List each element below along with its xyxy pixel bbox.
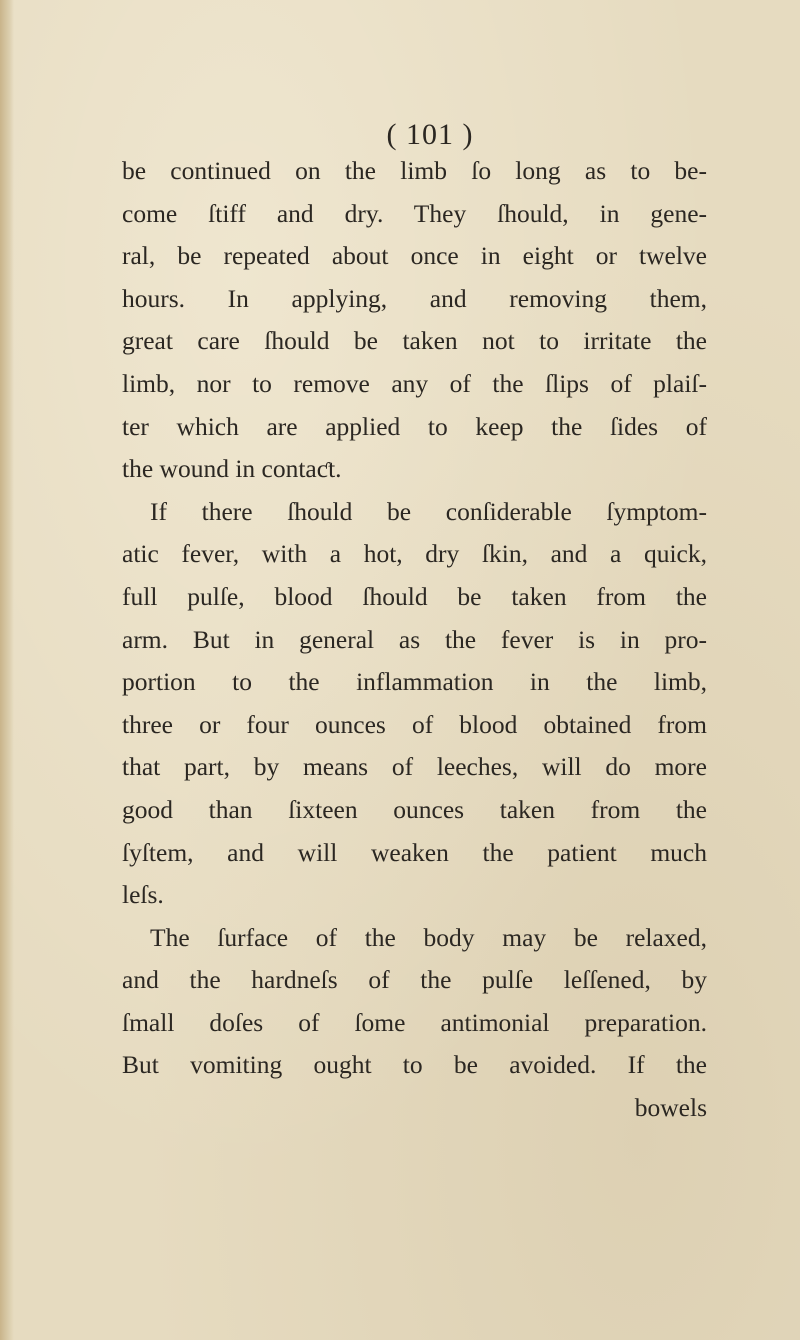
text-line: full pulſe, blood ſhould be taken from the [122, 581, 707, 611]
text-line: good than ſixteen ounces taken from the [122, 794, 707, 824]
text-line: ral, be repeated about once in eight or twelve [122, 241, 707, 271]
text-line: hours. In applying, and removing them, [122, 283, 707, 313]
text-line: come ſtiff and dry. They ſhould, in gene- [122, 198, 707, 228]
text-line: that part, by means of leeches, will do more [122, 752, 707, 782]
text-line: The ſurface of the body may be relaxed, [150, 922, 707, 952]
text-line: ſmall doſes of ſome antimonial preparation. [122, 1007, 707, 1037]
text-line: and the hardneſs of the pulſe leſſened, by [122, 965, 707, 995]
text-line: leſs. [122, 880, 164, 910]
text-line: limb, nor to remove any of the ſlips of plaiſ- [122, 368, 707, 398]
page-number [0, 118, 800, 152]
text-line: atic fever, with a hot, dry ſkin, and a quick, [122, 539, 707, 569]
text-line: the wound in contaƈt. [122, 454, 342, 484]
text-line: three or four ounces of blood obtained from [122, 709, 707, 739]
text-line: ter which are applied to keep the ſides of [122, 411, 707, 441]
text-line: ſyſtem, and will weaken the patient much [122, 837, 707, 867]
page-number-text: ( 101 ) [386, 118, 474, 151]
text-line: If there ſhould be conſiderable ſymptom- [150, 496, 707, 526]
text-line: great care ſhould be taken not to irritate the [122, 326, 707, 356]
text-line: arm. But in general as the fever is in pro- [122, 624, 707, 654]
catchword: bowels [634, 1093, 707, 1123]
body-text [122, 150, 707, 1130]
page-binding-edge [0, 0, 14, 1340]
text-line: But vomiting ought to be avoided. If the [122, 1050, 707, 1080]
text-line: portion to the inflammation in the limb, [122, 667, 707, 697]
text-line: be continued on the limb ſo long as to be- [122, 156, 707, 185]
